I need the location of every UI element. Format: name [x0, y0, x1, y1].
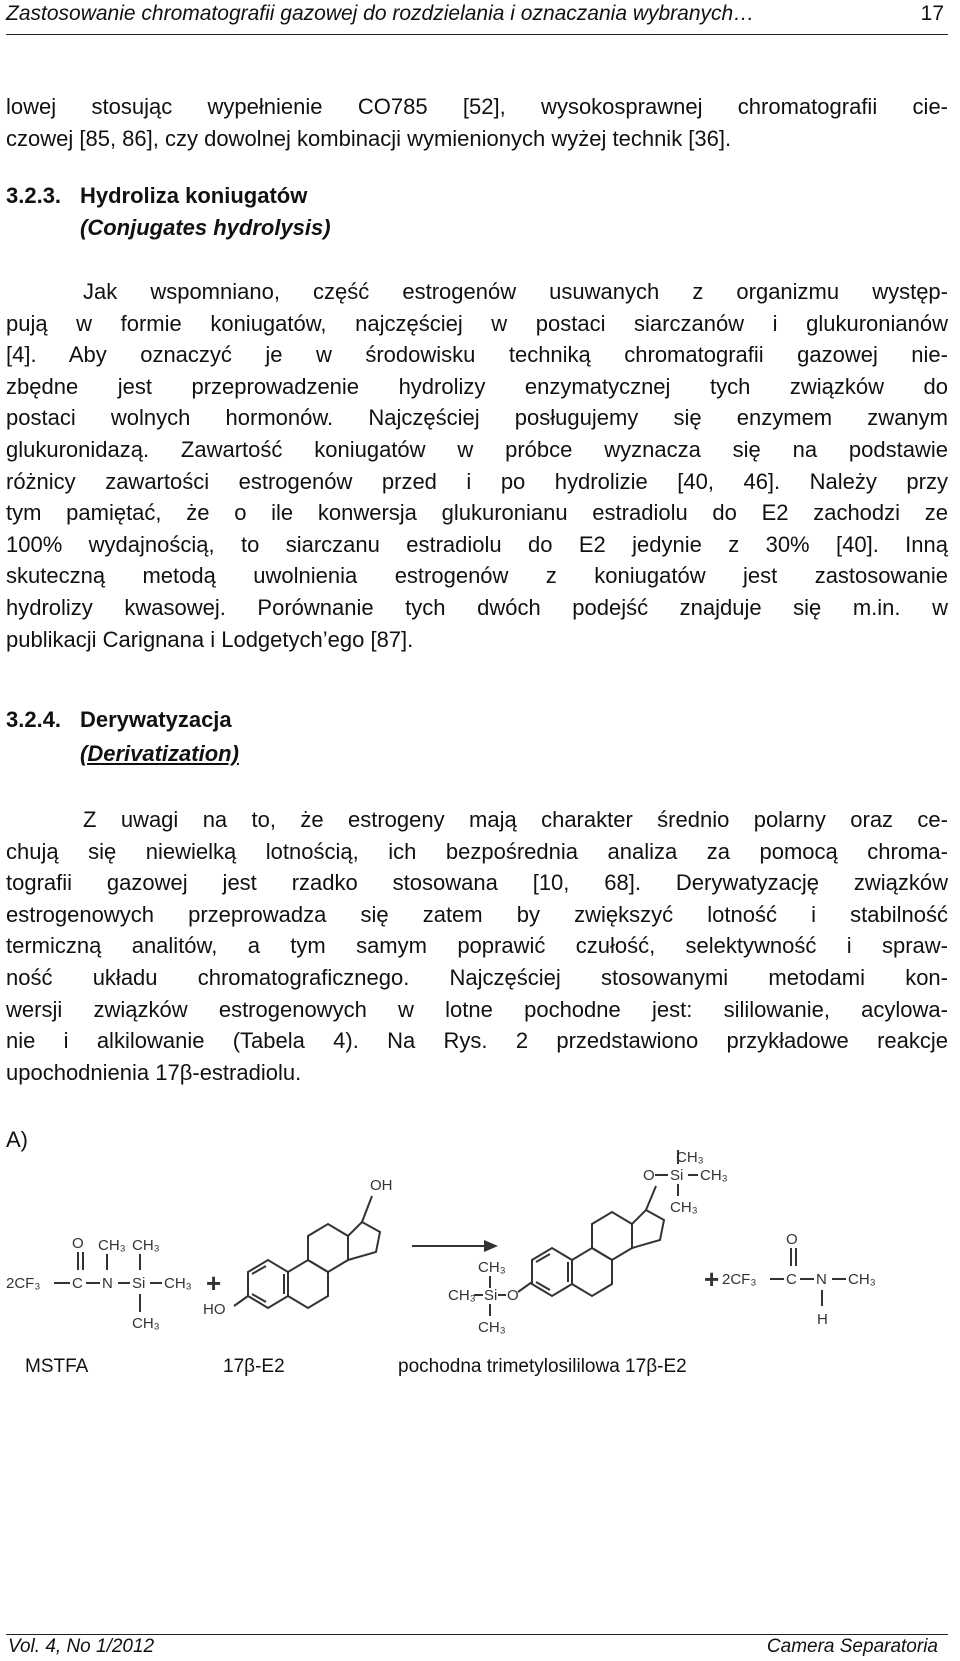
text-line: Jak wspomniano, część estrogenów usuwanych z organizmu występ-: [83, 279, 948, 304]
oxygen-label: O: [643, 1167, 655, 1184]
text-line: pują w formie koniugatów, najczęściej w postaci siarczanów i glukuronianów: [6, 310, 948, 336]
silicon-label: Si: [132, 1275, 146, 1292]
running-footer: [6, 1634, 948, 1661]
text-line: nie i alkilowanie (Tabela 4). Na Rys. 2 przedstawiono przykładowe reakcje: [6, 1028, 948, 1054]
text-line: termiczną analitów, a tym samym poprawić czułość, selektywność i spraw-: [6, 933, 948, 959]
methyl-label: CH₃: [478, 1259, 506, 1276]
caption-estradiol: 17β-E2: [223, 1356, 285, 1377]
methyl-label: CH₃: [478, 1319, 506, 1336]
text-line: glukuronidazą. Zawartość koniugatów w próbce wyznacza się na podstawie: [6, 436, 948, 462]
nitrogen-label: N: [102, 1275, 113, 1292]
journal-volume: Vol. 4, No 1/2012: [8, 1636, 155, 1657]
mstfa-structure: [6, 1235, 192, 1332]
methyl-label: CH₃: [676, 1150, 704, 1166]
running-title: Zastosowanie chromatografii gazowej do rozdzielania i oznaczania wybranych…: [6, 2, 755, 25]
derivatization-paragraph: [6, 804, 948, 1088]
byproduct-structure: [722, 1231, 876, 1328]
methyl-label: CH₃: [98, 1237, 126, 1254]
page-number: 17: [920, 2, 944, 25]
methyl-label: CH₃: [700, 1167, 728, 1184]
oxygen-label: O: [507, 1287, 519, 1304]
text-line: estrogenowych przeprowadza się zatem by zwiększyć lotność i stabilność: [6, 901, 948, 927]
section-number: 3.2.3.: [6, 183, 62, 208]
methyl-label: CH₃: [670, 1199, 698, 1216]
methyl-label: CH₃: [848, 1271, 876, 1288]
text-line: zbędne jest przeprowadzenie hydrolizy enzymatycznej tych związków do: [6, 373, 948, 399]
text-line: 100% wydajnością, to siarczanu estradiolu do E2 jedynie z 30% [40]. Inną: [6, 531, 948, 557]
text-line: hydrolizy kwasowej. Porównanie tych dwóch podejść znajduje się m.in. w: [6, 594, 948, 620]
text-line: postaci wolnych hormonów. Najczęściej posługujemy się enzymem zwanym: [6, 405, 948, 431]
nitrogen-label: N: [816, 1271, 827, 1288]
text-line: Z uwagi na to, że estrogeny mają charakter średnio polarny oraz ce-: [83, 807, 948, 832]
text-line: ność układu chromatograficznego. Najczęściej stosowanymi metodami kon-: [6, 964, 948, 990]
carbon-label: C: [786, 1271, 797, 1288]
carbon-label: C: [72, 1275, 83, 1292]
methyl-label: CH₃: [448, 1287, 476, 1304]
oxygen-label: O: [786, 1231, 798, 1248]
figure-panel-label: A): [6, 1127, 28, 1152]
journal-title: Camera Separatoria: [766, 1636, 938, 1657]
plus-sign: +: [704, 1264, 720, 1294]
text-line: lowej stosując wypełnienie CO785 [52], wysokosprawnej chromatografii cie-: [6, 94, 948, 119]
section-number: 3.2.4.: [6, 707, 62, 732]
silicon-label: Si: [484, 1287, 498, 1304]
cf3-label: 2CF₃: [722, 1271, 757, 1288]
text-line: chują się niewielką lotnością, ich bezpośrednia analiza za pomocą chroma-: [6, 838, 948, 864]
text-line: tym pamiętać, że o ile konwersja glukuronianu estradiolu do E2 zachodzi ze: [6, 500, 948, 526]
text-line: skuteczną metodą uwolnienia estrogenów z koniugatów jest zastosowanie: [6, 563, 948, 589]
section-subtitle: (Derivatization): [80, 741, 239, 766]
section-subtitle: (Conjugates hydrolysis): [80, 215, 331, 240]
methyl-label: CH₃: [132, 1315, 160, 1332]
silicon-label: Si: [670, 1167, 684, 1184]
caption-mstfa: MSTFA: [25, 1356, 89, 1377]
section-title: Derywatyzacja: [80, 707, 232, 732]
text-line: publikacji Carignana i Lodgetych’ego [87].: [6, 626, 414, 652]
caption-tms-derivative: pochodna trimetylosililowa 17β-E2: [398, 1356, 687, 1377]
text-line: [4]. Aby oznaczyć je w środowisku techniką chromatografii gazowej nie-: [6, 342, 948, 368]
text-line: czowej [85, 86], czy dowolnej kombinacji wymienionych wyżej technik [36].: [6, 125, 732, 151]
oxygen-label: O: [72, 1235, 84, 1252]
hydrolysis-paragraph: [6, 276, 948, 655]
intro-paragraph: [6, 91, 948, 154]
text-line: tografii gazowej jest rzadko stosowana [10, 68]. Derywatyzację związków: [6, 870, 948, 896]
text-line: upochodnienia 17β-estradiolu.: [6, 1059, 302, 1085]
reaction-arrow: [412, 1240, 498, 1252]
cf3-label: 2CF₃: [6, 1275, 41, 1292]
estradiol-structure: [203, 1177, 393, 1318]
reaction-scheme: [0, 1150, 960, 1350]
text-line: wersji związków estrogenowych w lotne pochodne jest: sililowanie, acylowa-: [6, 996, 948, 1022]
methyl-label: CH₃: [132, 1237, 160, 1254]
running-header: [6, 2, 948, 35]
section-title: Hydroliza koniugatów: [80, 183, 308, 208]
text-line: różnicy zawartości estrogenów przed i po hydrolizie [40, 46]. Należy przy: [6, 468, 948, 494]
plus-sign: +: [206, 1268, 222, 1298]
methyl-label: CH₃: [164, 1275, 192, 1292]
hydroxyl-label: HO: [203, 1301, 226, 1318]
hydrogen-label: H: [817, 1311, 828, 1328]
hydroxyl-label: OH: [370, 1177, 393, 1194]
